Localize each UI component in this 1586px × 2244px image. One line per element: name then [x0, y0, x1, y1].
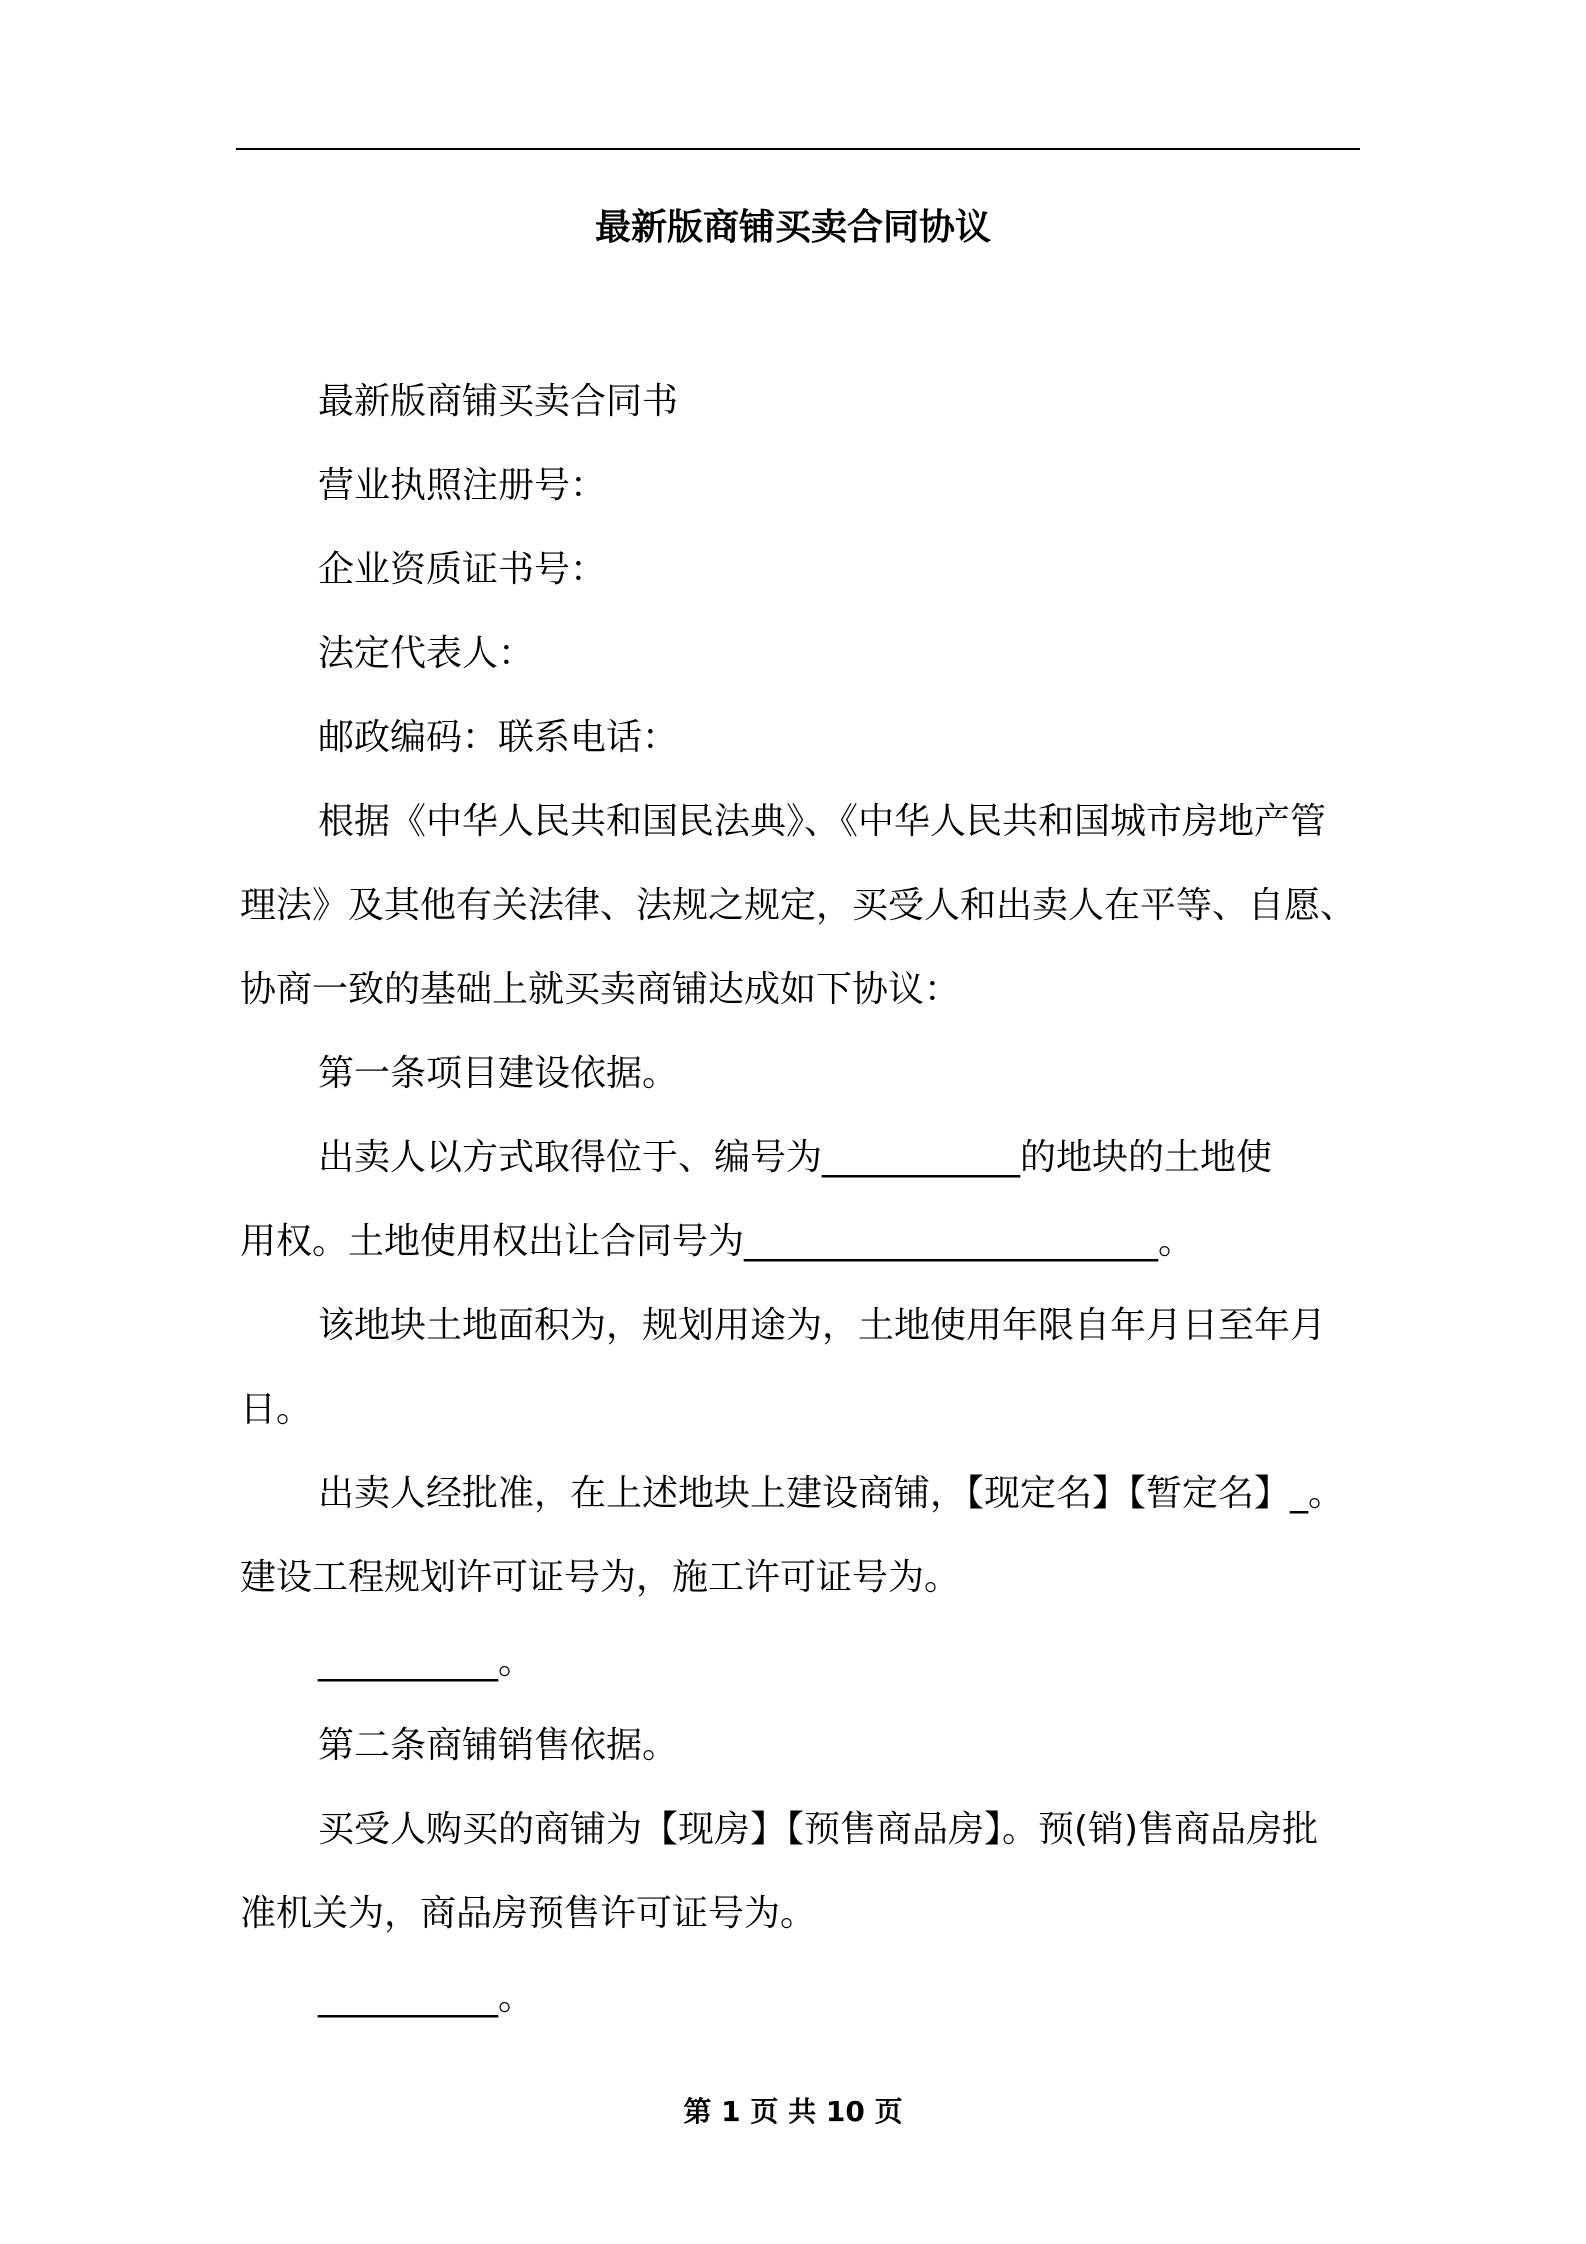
article-1-heading: 第一条项目建设依据。 — [318, 1053, 679, 1094]
document-title: 最新版商铺买卖合同协议 — [594, 207, 991, 248]
paragraph-approval-line-1: 出卖人经批准，在上述地块上建设商铺，【现定名】【暂定名】_。 — [318, 1473, 1345, 1514]
paragraph-basis-line-1: 根据《中华人民共和国民法典》、《中华人民共和国城市房地产管 — [318, 801, 1327, 842]
paragraph-postal-phone: 邮政编码：联系电话： — [318, 717, 679, 758]
paragraph-blank-2: __________。 — [318, 1977, 535, 2018]
header-rule — [236, 148, 1360, 150]
paragraph-land-line-1: 出卖人以方式取得位于、编号为___________的地块的土地使 — [318, 1137, 1273, 1178]
paragraph-area-line-1: 该地块土地面积为，规划用途为，土地使用年限自年月日至年月 — [318, 1305, 1327, 1346]
page-number-footer: 第 1 页 共 10 页 — [683, 2095, 903, 2128]
paragraph-legal-representative: 法定代表人： — [318, 633, 535, 674]
paragraph-sale-line-1: 买受人购买的商铺为【现房】【预售商品房】。预(销)售商品房批 — [318, 1809, 1319, 1850]
paragraph-sale-line-2: 准机关为，商品房预售许可证号为。 — [240, 1893, 817, 1934]
paragraph-basis-line-2: 理法》及其他有关法律、法规之规定，买受人和出卖人在平等、自愿、 — [240, 885, 1357, 926]
document-body — [240, 360, 1360, 2040]
paragraph-blank-1: __________。 — [318, 1641, 535, 1682]
paragraph-basis-line-3: 协商一致的基础上就买卖商铺达成如下协议： — [240, 969, 961, 1010]
paragraph-business-license: 营业执照注册号： — [318, 465, 607, 506]
paragraph-qualification-cert: 企业资质证书号： — [318, 549, 607, 590]
paragraph-approval-line-2: 建设工程规划许可证号为，施工许可证号为。 — [240, 1557, 961, 1598]
article-2-heading: 第二条商铺销售依据。 — [318, 1725, 679, 1766]
paragraph-area-line-2: 日。 — [240, 1389, 313, 1430]
paragraph-land-line-2: 用权。土地使用权出让合同号为_______________________。 — [240, 1221, 1195, 1262]
paragraph-contract-name: 最新版商铺买卖合同书 — [318, 381, 679, 422]
